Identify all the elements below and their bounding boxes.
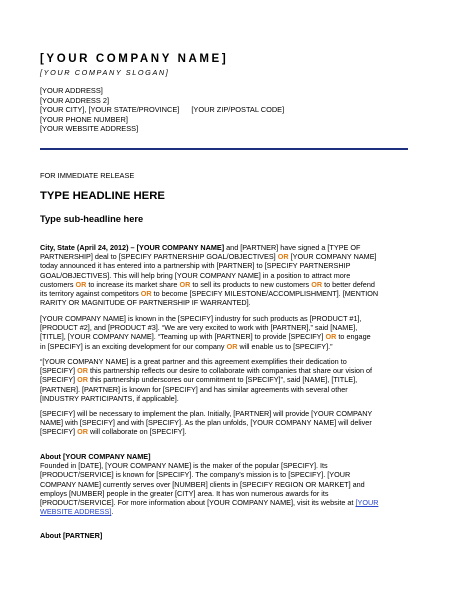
or-placeholder: OR	[77, 427, 88, 437]
website-address: [YOUR WEBSITE ADDRESS]	[40, 124, 139, 134]
city-state-line	[40, 105, 284, 115]
about-company-heading: About [YOUR COMPANY NAME]	[40, 452, 151, 461]
paragraph-intro: City, State (April 24, 2012) – [YOUR COMPANY NAME] and [PARTNER] have signed a [TYPE OF PARTNERSHIP] deal to [SPECIFY PARTNERSHIP GOAL/OBJECTIVES] OR [YOUR COMPANY NAME] today announced it has entered into a partnership with [PARTNER] to [SPECIFY PARTNERSHIP GOAL/OBJECTIVES]. This will help bring [YOUR COMPANY NAME] in a position to attract more customers OR to increase its market share OR to sell its products to new customers OR to better defend its territory against competitors OR to become [SPECIFY MILESTONE/ACCOMPLISHMENT]. [MENTION RARITY OR MAGNITUDE OF PARTNERSHIP IF WARRANTED].	[40, 243, 379, 308]
city-state: [YOUR CITY], [YOUR STATE/PROVINCE]	[40, 105, 180, 115]
sub-headline: Type sub-headline here	[40, 214, 144, 224]
paragraph-implementation: [SPECIFY] will be necessary to implement the plan. Initially, [PARTNER] will provide [YOUR COMPANY NAME] with [SPECIFY] and with [SPECIFY]. As the plan unfolds, [YOUR COMPANY NAME] will deliver [SPECIFY] OR will collaborate on [SPECIFY].	[40, 409, 373, 437]
paragraph-quote: “[YOUR COMPANY NAME] is a great partner and this agreement exemplifies their dedication to [SPECIFY] OR this partnership reflects our desire to collaborate with companies that share our vision of [SPECIFY] OR this partnership underscores our commitment to [SPECIFY]”, said [NAME], [TITLE], [PARTNER]. [PARTNER] is known for [SPECIFY] and has similar agreements with several other [INDUSTRY PARTICIPANTS, if applicable].	[40, 357, 373, 403]
or-placeholder: OR	[75, 279, 87, 289]
company-name: [YOUR COMPANY NAME]	[40, 53, 229, 65]
website-link[interactable]: [YOUR	[355, 498, 379, 508]
or-placeholder: OR	[226, 341, 238, 351]
address-block	[40, 86, 284, 134]
or-placeholder: OR	[77, 375, 88, 385]
paragraph-products: [YOUR COMPANY NAME] is known in the [SPECIFY] industry for such products as [PRODUCT #1], [PRODUCT #2], and [PRODUCT #3]. “We are very excited to work with [PARTNER],” said [NAME], [TITLE], [YOUR COMPANY NAME]. “Teaming up with [PARTNER] to provide [SPECIFY] OR to engage in [SPECIFY] is an exciting development for our company OR will enable us to [SPECIFY].”	[40, 314, 371, 351]
or-placeholder: OR	[325, 332, 337, 342]
website-link[interactable]: WEBSITE ADDRESS]	[40, 507, 112, 517]
release-label: FOR IMMEDIATE RELEASE	[40, 171, 135, 180]
headline: TYPE HEADLINE HERE	[40, 190, 165, 202]
address-line-1: [YOUR ADDRESS]	[40, 86, 103, 95]
or-placeholder: OR	[277, 252, 289, 262]
about-partner-section	[40, 531, 412, 540]
about-partner-heading: About [PARTNER]	[40, 531, 103, 540]
or-placeholder: OR	[311, 279, 323, 289]
dateline: City, State (April 24, 2012) – [YOUR COMPANY NAME]	[40, 243, 225, 252]
or-placeholder: OR	[77, 366, 88, 376]
about-company-section: About [YOUR COMPANY NAME] Founded in [DATE], [YOUR COMPANY NAME] is the maker of the popular [SPECIFY]. Its [PRODUCT/SERVICE] is known for [SPECIFY]. The company’s mission is to [SPECIFY]. [YOUR COMPANY NAME] currently serves over [NUMBER] clients in [SPECIFY REGION OR MARKET] and employs [NUMBER] people in the greater [CITY] area. It has won numerous awards for its [PRODUCT/SERVICE]. For more information about [YOUR COMPANY NAME], visit its website at [YOUR WEBSITE ADDRESS].	[40, 452, 412, 516]
company-slogan: [YOUR COMPANY SLOGAN]	[40, 68, 170, 77]
or-placeholder: OR	[140, 289, 152, 299]
or-placeholder: OR	[179, 279, 191, 289]
address-line-2: [YOUR ADDRESS 2]	[40, 95, 109, 105]
zip-code: [YOUR ZIP/POSTAL CODE]	[191, 105, 285, 115]
header-divider	[40, 148, 408, 150]
phone-number: [YOUR PHONE NUMBER]	[40, 114, 128, 124]
